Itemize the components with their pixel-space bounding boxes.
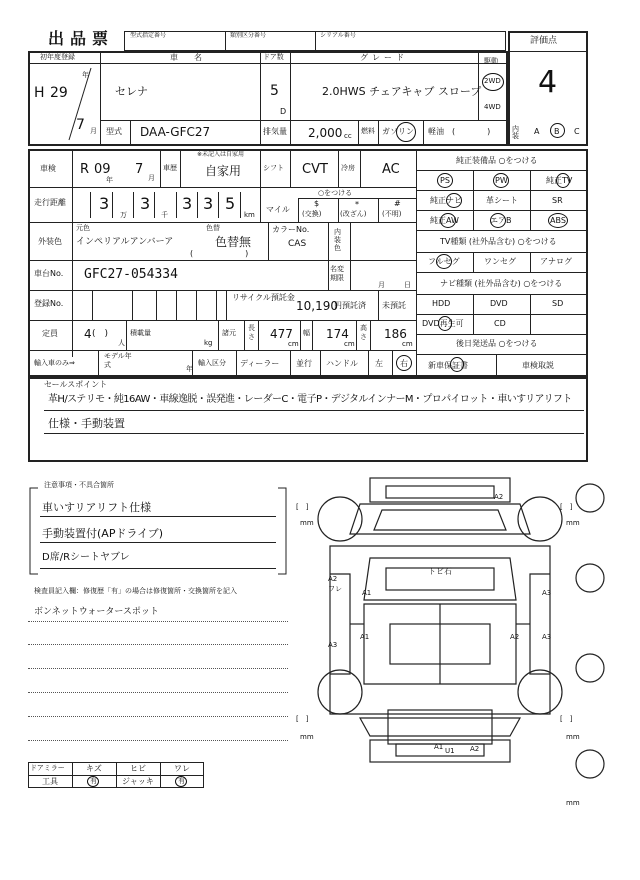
interior-color-label: 内装色 <box>334 228 341 252</box>
interior-selected-circle <box>550 123 565 138</box>
diag-label-a3-right-lower: A3 <box>542 633 552 641</box>
equip-tv-circle <box>556 173 570 188</box>
equip-airbag-circle <box>490 213 506 228</box>
note-line-1: 車いすリアリフト仕様 <box>42 501 152 514</box>
length-unit: cm <box>288 340 299 348</box>
tv-fullseg-circle <box>436 254 452 269</box>
equip-airbag: エアB <box>490 216 512 225</box>
length-label: 長さ <box>248 324 255 341</box>
current-color-label: 色替 <box>206 224 220 232</box>
drive-4wd: 4WD <box>484 103 501 111</box>
fuel-label: 燃料 <box>361 127 375 135</box>
height-label: 高さ <box>360 324 367 341</box>
recycle-value: 10,190 <box>296 299 338 313</box>
interior-label: 内装 <box>512 125 519 140</box>
mileage-digit-4: 3 <box>203 194 214 213</box>
inspector-label: 検査員記入欄：修復歴「有」の場合は修復箇所・交換箇所を記入 <box>34 587 237 595</box>
car-name-label: 車 名 <box>170 53 206 62</box>
import-label: 輸入車のみ⇒ <box>34 359 75 367</box>
capacity-label: 定員 <box>42 329 58 338</box>
chassis-value: GFC27-054334 <box>84 267 178 282</box>
mileage-digit-2: 3 <box>140 194 151 213</box>
first-reg-month: 7 <box>76 117 85 133</box>
name-change-month: 月 <box>378 281 385 289</box>
diag-label-ware: ワレ <box>328 585 342 593</box>
mileage-sen: 千 <box>161 211 168 219</box>
handle-left: 左 <box>375 359 383 368</box>
sales-label: セールスポイント <box>44 380 108 389</box>
later-manual: 車検取説 <box>522 361 554 370</box>
handle-right: 右 <box>400 359 408 368</box>
equip-pw-circle <box>493 173 509 188</box>
legend-jack-yes: 有 <box>178 777 185 785</box>
legend-jack: ジャッキ <box>122 777 154 786</box>
door-count: 5 <box>270 83 279 99</box>
model-year-unit: 年 <box>186 365 193 373</box>
ac-label: 冷房 <box>341 164 355 172</box>
diag-label-a1-upper: A1 <box>362 589 372 597</box>
mm-left-top: mm <box>300 519 314 527</box>
model-value: DAA-GFC27 <box>140 125 211 139</box>
import-dealer: ディーラー <box>240 359 280 368</box>
shift-value: CVT <box>302 162 328 177</box>
equip-leather: 革シート <box>486 196 518 205</box>
later-warranty: 新車保証書 <box>428 361 468 370</box>
history-note: ※未記入は自家用 <box>197 151 245 158</box>
history-label: 車歴 <box>163 164 177 172</box>
note-line-3: D席/Rシートヤブレ <box>42 552 130 563</box>
mm-right-bottom: mm <box>566 733 580 741</box>
diag-label-a2-right: A2 <box>510 633 520 641</box>
mileage-mile: マイル <box>266 205 290 214</box>
history-value: 自家用 <box>205 164 242 178</box>
notes-title: 注意事項・不具合箇所 <box>44 481 114 489</box>
color-number-label: カラーNo. <box>272 225 310 234</box>
equip-navi: 純正ナビ <box>430 196 462 205</box>
navi-dvd-play-circle <box>438 316 452 331</box>
later-title: 後日発送品 ○をつける <box>456 339 538 348</box>
diag-label-chip: トビ石 <box>428 567 452 576</box>
legend-jack-circle <box>175 776 187 787</box>
sheet-title: 出品票 <box>48 29 115 48</box>
mileage-digit-1: 3 <box>99 194 110 213</box>
navi-cd: CD <box>494 319 506 328</box>
diag-label-a3-left: A3 <box>328 641 338 649</box>
import-class-label: 輸入区分 <box>198 359 226 367</box>
navi-hdd: HDD <box>432 299 451 308</box>
sales-line-1: 革H/ステリモ・純16AW・車線逸脱・誤発進・レーダーC・電子P・デジタルインナーM・プロパイロット・車いすリアリフト <box>48 394 572 405</box>
capacity-value: 4 <box>84 327 92 341</box>
name-change-label: 名変期限 <box>330 265 344 282</box>
mileage-unknown-sub: (不明) <box>382 210 402 218</box>
diag-label-a2-front: A2 <box>494 493 504 501</box>
mm-left-bottom: mm <box>300 733 314 741</box>
later-warranty-circle <box>450 357 464 372</box>
year-unit: 年 <box>82 71 89 79</box>
shaken-year: 09 <box>94 162 111 177</box>
load-unit: kg <box>204 339 213 347</box>
door-type: D <box>280 107 287 116</box>
fuel-diesel: 軽油 <box>428 127 444 136</box>
ac-value: AC <box>382 162 400 177</box>
score-label: 評価点 <box>530 36 558 46</box>
first-reg-label: 初年度登録 <box>40 53 75 61</box>
width-unit: cm <box>344 340 355 348</box>
mm-spare: mm <box>566 799 580 807</box>
equip-ps-circle <box>437 173 453 188</box>
inspector-text: ボンネットウォータースポット <box>34 607 159 617</box>
type-designation-label: 型式指定番号 <box>130 32 167 39</box>
displacement-unit: cc <box>344 132 352 140</box>
shaken-label: 車検 <box>40 164 56 173</box>
navi-dvd: DVD <box>490 299 508 308</box>
legend-ware: ワレ <box>174 764 190 773</box>
door-count-label: ドア数 <box>263 53 284 61</box>
current-color-value: 色替無 <box>215 235 252 249</box>
mileage-man: 万 <box>120 211 127 219</box>
width-value: 174 <box>326 327 349 341</box>
capacity-paren: ( ) <box>92 329 109 339</box>
grade-label: グレード <box>360 53 408 62</box>
fuel-other: ( ) <box>452 127 491 136</box>
first-reg-era: H <box>34 85 45 101</box>
mileage-label: 走行距離 <box>34 198 66 207</box>
legend-tools: 工具 <box>42 777 58 786</box>
bracket-left-top: [ ] <box>296 503 309 511</box>
height-unit: cm <box>402 340 413 348</box>
diag-label-a2-left: A2 <box>328 575 338 583</box>
recycle-unpaid: 未預託 <box>382 301 406 310</box>
chassis-label: 車台No. <box>34 269 64 278</box>
mm-right-top: mm <box>566 519 580 527</box>
load-label: 積載量 <box>130 329 151 337</box>
navi-title: ナビ種類 (社外品含む) ○をつける <box>440 279 563 288</box>
equipment-title: 純正装備品 ○をつける <box>456 156 538 165</box>
car-name: セレナ <box>115 85 148 98</box>
tv-oneseg: ワンセグ <box>484 257 516 266</box>
handle-selected-circle <box>396 355 412 371</box>
diag-label-a3-right-upper: A3 <box>542 589 552 597</box>
width-label: 幅 <box>303 329 310 337</box>
first-reg-year: 29 <box>50 85 68 101</box>
tv-title: TV種類 (社外品含む) ○をつける <box>440 237 557 246</box>
equip-abs: ABS <box>550 216 566 225</box>
bracket-right-bottom: [ ] <box>560 715 573 723</box>
diag-label-a1-rear: A1 <box>434 743 444 751</box>
sales-line-2: 仕様・手動装置 <box>48 417 125 430</box>
diag-label-u1: U1 <box>445 747 455 755</box>
navi-sd: SD <box>552 299 564 308</box>
mileage-tamper: * <box>355 200 359 209</box>
dimensions-label: 諸元 <box>222 329 236 337</box>
equip-ps: PS <box>440 176 450 185</box>
legend-tools-yes: 有 <box>90 777 97 785</box>
score-value: 4 <box>538 65 558 100</box>
mileage-digit-3: 3 <box>182 194 193 213</box>
registration-label: 登録No. <box>34 299 64 308</box>
recycle-paid: 円預託済 <box>334 301 366 310</box>
fuel-gasoline: ガソリン <box>382 127 414 136</box>
equip-sr: SR <box>552 196 563 205</box>
orig-color-label: 元色 <box>76 224 90 232</box>
interior-c: C <box>574 127 580 136</box>
length-value: 477 <box>270 327 293 341</box>
handle-label: ハンドル <box>326 359 358 368</box>
model-year-label: モデル年式 <box>104 352 132 369</box>
exterior-color-label: 外装色 <box>38 237 62 246</box>
color-number-value: CAS <box>288 239 307 249</box>
tv-analog: アナログ <box>540 257 572 266</box>
model-label: 型式 <box>106 127 122 136</box>
serial-number-label: シリアル番号 <box>320 32 356 39</box>
name-change-day: 日 <box>404 281 411 289</box>
bracket-left-bottom: [ ] <box>296 715 309 723</box>
notes-bracket-left <box>28 486 40 576</box>
recycle-label: リサイクル預託金 <box>232 293 295 302</box>
displacement-label: 排気量 <box>263 127 287 136</box>
mileage-exchange-sub: (交換) <box>302 210 322 218</box>
mileage-unknown: # <box>394 199 401 208</box>
fuel-selected-circle <box>396 122 416 142</box>
month-unit: 月 <box>90 127 97 135</box>
grade-value: 2.0HWS チェアキャブ スロープ <box>322 85 482 98</box>
shaken-month: 7 <box>135 162 144 177</box>
equip-navi-circle <box>446 193 462 208</box>
mileage-digit-5: 5 <box>225 194 236 213</box>
current-color-paren: ( ) <box>190 249 251 258</box>
equip-aw-circle <box>440 213 456 228</box>
note-line-2: 手動装置付(APドライブ) <box>42 527 164 540</box>
tv-fullseg: フルセグ <box>428 257 460 266</box>
drive-2wd: 2WD <box>484 77 501 85</box>
displacement-value: 2,000 <box>308 126 343 140</box>
shaken-month-unit: 月 <box>148 174 155 182</box>
legend-hibi: ヒビ <box>130 764 146 773</box>
equip-tv: 純正TV <box>546 176 573 185</box>
diag-label-a2-rear: A2 <box>470 745 480 753</box>
mileage-circle-note: ○をつける <box>318 189 353 197</box>
legend-kizu: キズ <box>86 764 102 773</box>
navi-dvd-play: DVD再生可 <box>422 319 464 328</box>
interior-b: B <box>554 127 560 136</box>
mileage-km: km <box>244 211 255 219</box>
orig-color-value: インペリアルアンバーア <box>76 237 174 247</box>
capacity-unit: 人 <box>118 339 125 347</box>
equip-pw: PW <box>495 176 508 185</box>
legend-tools-circle <box>87 776 99 787</box>
bracket-right-top: [ ] <box>560 503 573 511</box>
drive-label: 駆動 <box>484 57 498 65</box>
notes-bracket-right <box>276 486 288 576</box>
mileage-tamper-sub: (改ざん) <box>340 210 367 218</box>
shaken-era: R <box>80 162 90 177</box>
shaken-year-unit: 年 <box>106 176 113 184</box>
diag-label-a1-lower: A1 <box>360 633 370 641</box>
equip-aw: 純正AW <box>430 216 459 225</box>
shift-label: シフト <box>263 164 284 172</box>
legend-door-mirror: ドアミラー <box>30 764 65 772</box>
mileage-exchange: $ <box>314 199 320 208</box>
import-parallel: 並行 <box>296 359 312 368</box>
interior-a: A <box>534 127 540 136</box>
class-number-label: 類別区分番号 <box>230 32 267 39</box>
equip-abs-circle <box>548 213 568 228</box>
height-value: 186 <box>384 327 407 341</box>
